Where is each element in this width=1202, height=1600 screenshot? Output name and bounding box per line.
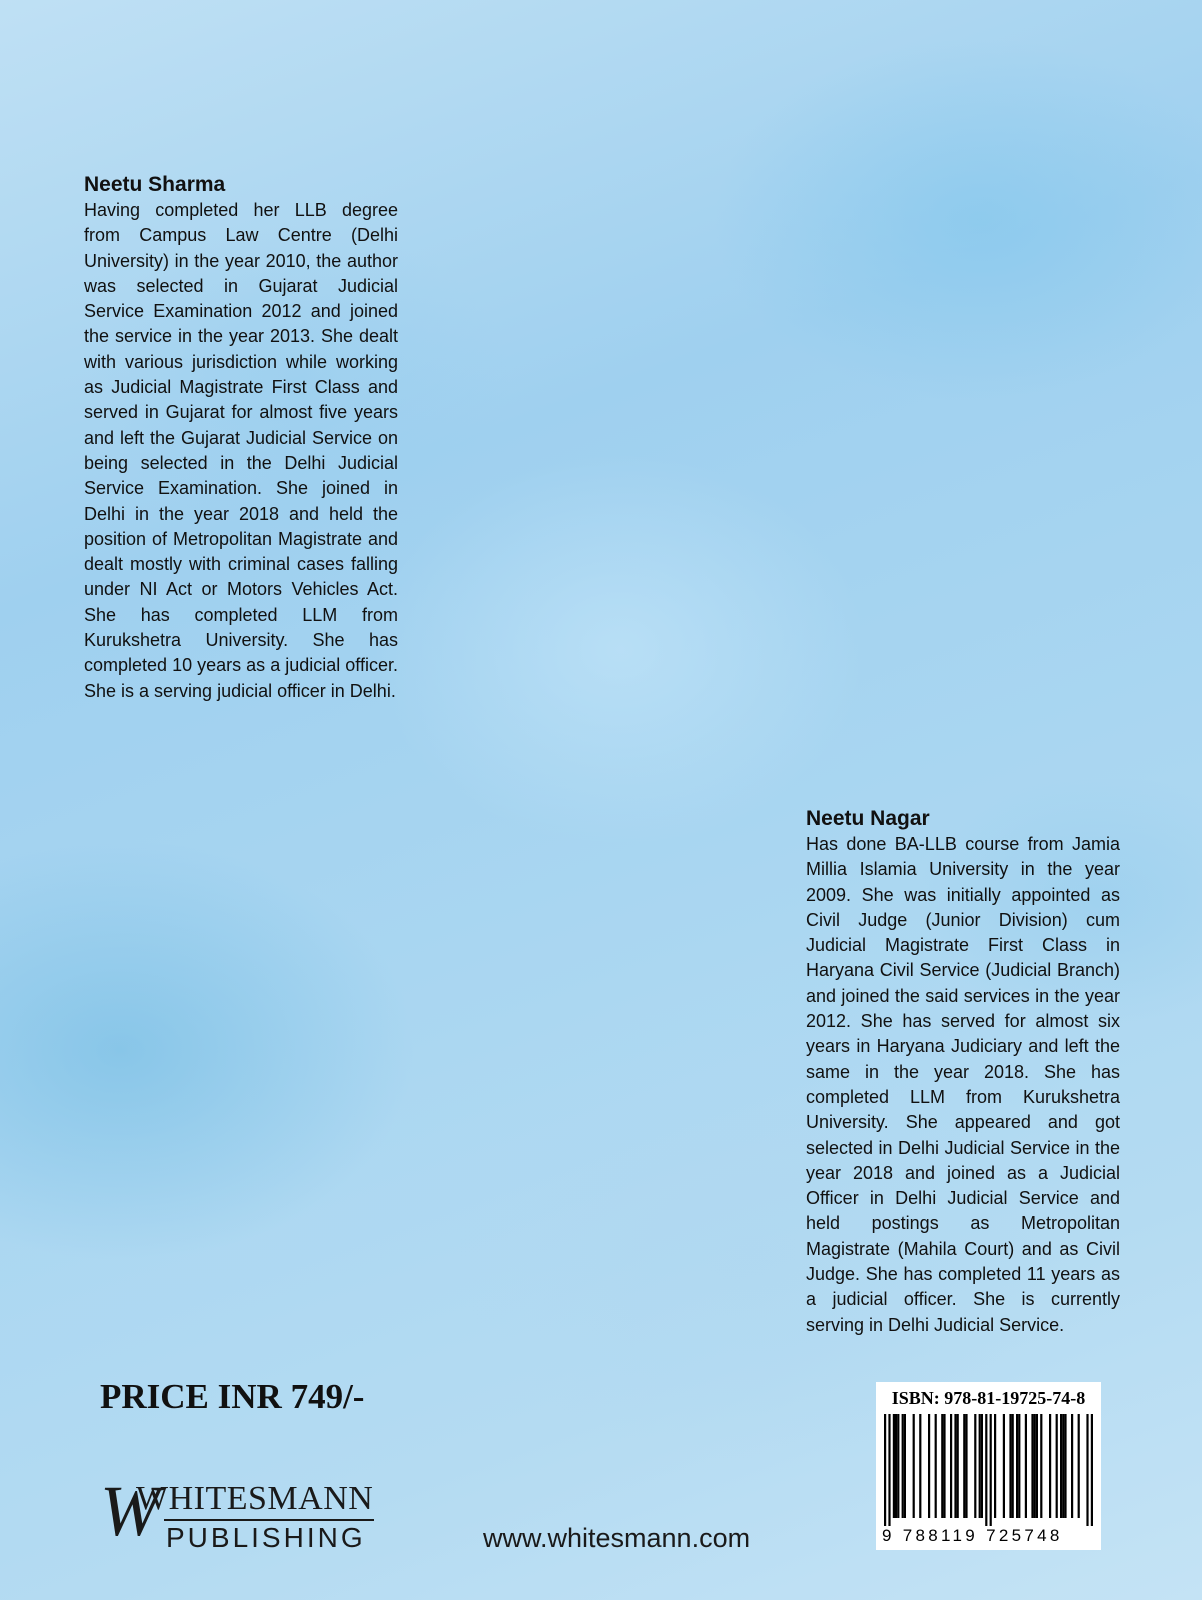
barcode-bar	[1018, 1414, 1020, 1518]
barcode-bar	[1064, 1414, 1066, 1518]
author-bio-neetu-sharma	[84, 172, 398, 704]
barcode-bar	[1040, 1414, 1042, 1518]
price-label: PRICE INR 749/-	[100, 1377, 365, 1416]
barcode-bar	[902, 1414, 904, 1518]
barcode-bar	[990, 1414, 992, 1526]
publisher-name: WHITESMANN	[136, 1480, 374, 1517]
barcode-bar	[904, 1414, 906, 1518]
publisher-logo	[100, 1471, 380, 1555]
barcode-bar	[1078, 1414, 1080, 1518]
barcode-graphic	[884, 1414, 1093, 1526]
barcode-bar	[1031, 1414, 1033, 1518]
barcode-bar	[1062, 1414, 1064, 1518]
publisher-tagline: PUBLISHING	[166, 1522, 366, 1553]
barcode-bar	[950, 1414, 952, 1518]
barcode-bar	[913, 1414, 915, 1518]
barcode-bar	[1071, 1414, 1073, 1518]
barcode-bar	[1060, 1414, 1062, 1518]
author-bio-text: Having completed her LLB degree from Campus Law Centre (Delhi University) in the year 2010, the author was selected in Gujarat Judicial Service Examination 2012 and joined the service in the year 2013. She dealt with various jurisdiction while working as Judicial Magistrate First Class and served in Gujarat for almost five years and left the Gujarat Judicial Service on being selected in the Delhi Judicial Service Examination. She joined in Delhi in the year 2018 and held the position of Metropolitan Magistrate and dealt mostly with criminal cases falling under NI Act or Motors Vehicles Act. She has completed LLM from Kurukshetra University. She has completed 10 years as a judicial officer. She is a serving judicial officer in Delhi.	[84, 200, 398, 701]
barcode-bar	[884, 1414, 886, 1526]
barcode-bar	[985, 1414, 987, 1526]
barcode-bar	[1056, 1414, 1058, 1518]
barcode-bar	[935, 1414, 937, 1518]
barcode-bar	[928, 1414, 930, 1518]
barcode-bar	[1036, 1414, 1038, 1518]
barcode-bar	[897, 1414, 899, 1518]
barcode-bar	[963, 1414, 965, 1518]
author-name: Neetu Nagar	[806, 807, 930, 830]
barcode-bar	[965, 1414, 967, 1518]
barcode-bar	[1034, 1414, 1036, 1518]
author-bio-neetu-nagar	[806, 806, 1120, 1338]
author-bio-text: Has done BA-LLB course from Jamia Millia Islamia University in the year 2009. She was initially appointed as Civil Judge (Junior Division) cum Judicial Magistrate First Class in Haryana Civil Service (Judicial Branch) and joined the said services in the year 2012. She has served for almost six years in Haryana Judiciary and left the same in the year 2018. She has completed LLM from Kurukshetra University. She appeared and got selected in Delhi Judicial Service in the year 2018 and joined as a Judicial Officer in Delhi Judicial Service and held postings as Metropolitan Magistrate (Mahila Court) and as Civil Judge. She has completed 11 years as a judicial officer. She is currently serving in Delhi Judicial Service.	[806, 834, 1120, 1335]
barcode-bar	[954, 1414, 956, 1518]
publisher-website: www.whitesmann.com	[483, 1523, 751, 1553]
author-name: Neetu Sharma	[84, 173, 226, 196]
isbn-barcode-panel	[876, 1382, 1101, 1550]
barcode-bar	[974, 1414, 976, 1518]
barcode-bar	[893, 1414, 895, 1518]
barcode-bar	[1012, 1414, 1014, 1518]
barcode-bar	[957, 1414, 959, 1518]
barcode-bar	[941, 1414, 943, 1518]
barcode-bar	[895, 1414, 897, 1518]
barcode-bar	[943, 1414, 945, 1518]
barcode-bar	[1049, 1414, 1051, 1518]
barcode-bar	[1009, 1414, 1011, 1518]
publisher-logo-rule	[164, 1519, 374, 1521]
barcode-bar	[981, 1414, 983, 1518]
isbn-label: ISBN: 978-81-19725-74-8	[891, 1388, 1086, 1408]
barcode-bar	[919, 1414, 921, 1518]
barcode-bar	[1086, 1414, 1088, 1526]
barcode-bar	[1091, 1414, 1093, 1526]
barcode-bar	[1025, 1414, 1027, 1518]
barcode-bar	[1016, 1414, 1018, 1518]
barcode-bar	[979, 1414, 981, 1518]
publisher-monogram: W	[100, 1471, 160, 1551]
barcode-digits: 9 788119 725748	[882, 1526, 1063, 1545]
barcode-bar	[994, 1414, 996, 1518]
barcode-bar	[1003, 1414, 1005, 1518]
barcode-bar	[888, 1414, 890, 1526]
